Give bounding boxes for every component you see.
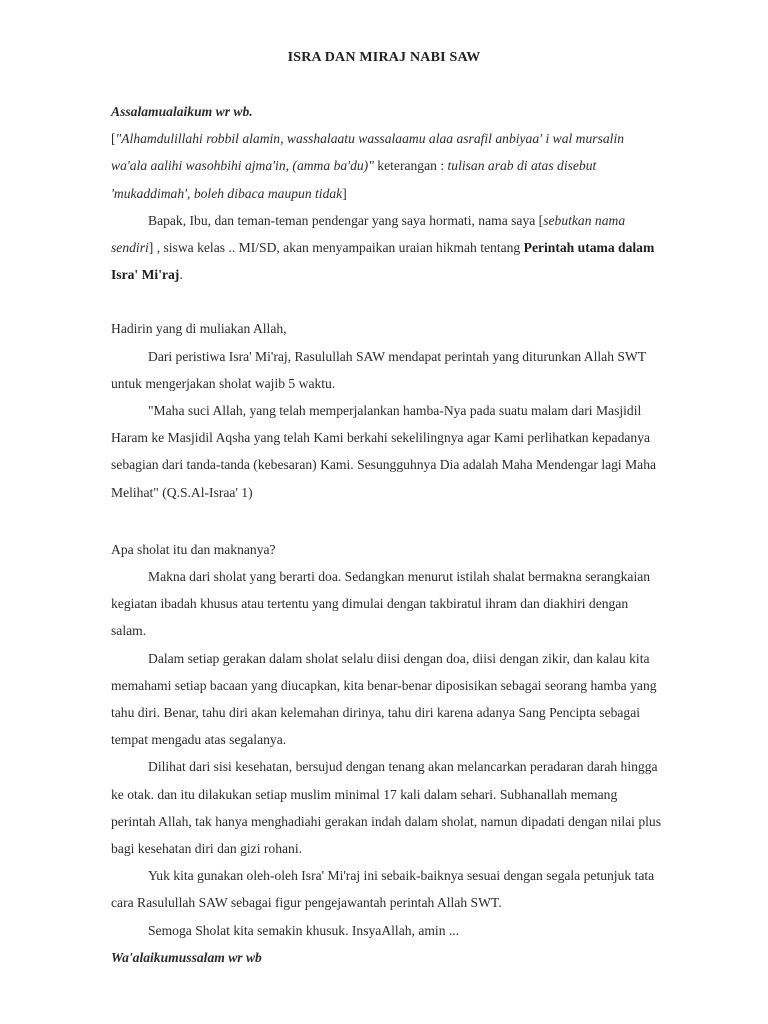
intro-note-prefix: keterangan :: [373, 158, 448, 174]
spacer: [111, 506, 663, 536]
opening-text-before: Bapak, Ibu, dan teman-teman pendengar yang saya hormati, nama saya [: [148, 212, 544, 228]
quran-quote: "Maha suci Allah, yang telah memperjalankan hamba-Nya pada suatu malam dari Masjidil Haram ke Masjidil Aqsha yang telah Kami berkahi sekelilingnya agar Kami perlihatkan kepadanya sebagian dari tanda-tanda (kebesaran) Kami. Sesungguhnya Dia adalah Maha Mendengar lagi Maha Melihat" (Q.S.Al-Israa' 1): [111, 403, 657, 500]
speech-topic: Perintah utama dalam Isra' Mi'raj: [111, 240, 655, 283]
spacer: [111, 288, 663, 315]
command-paragraph: Dari peristiwa Isra' Mi'raj, Rasulullah SAW mendapat perintah yang diturunkan Allah SWT untuk mengerjakan sholat wajib 5 waktu.: [111, 348, 646, 391]
movement-paragraph: Dalam setiap gerakan dalam sholat selalu diisi dengan doa, diisi dengan zikir, dan kalau kita memahami setiap bacaan yang diucapkan, kita benar-benar diposisikan sebagai seorang hamba yang tahu diri. Benar, tahu diri akan kelemahan dirinya, tahu diri karena adanya Sang Pencipta sebagai tempat mengadu atas segalanya.: [111, 650, 657, 748]
health-paragraph: Dilihat dari sisi kesehatan, bersujud dengan tenang akan melancarkan peradaran darah hingga ke otak. dan itu dilakukan setiap muslim minimal 17 kali dalam sehari. Subhanallah memang perintah Allah, tak hanya menghadiahi gerakan indah dalam sholat, namun dipadati dengan nilai plus bagi kesehatan diri dan gizi rohani.: [111, 759, 662, 857]
document-title: ISRA DAN MIRAJ NABI SAW: [287, 50, 481, 65]
question-heading: Apa sholat itu dan maknanya?: [111, 541, 276, 557]
closing-salutation: [111, 944, 663, 971]
intro-note-text: tulisan arab di atas disebut 'mukaddimah', boleh dibaca maupun tidak: [111, 158, 597, 201]
closing-text: Wa'alaikumussalam wr wb: [111, 949, 262, 965]
meaning-paragraph: Makna dari sholat yang berarti doa. Sedangkan menurut istilah shalat bermakna serangkaian kegiatan ibadah khusus atau tertentu yang dimulai dengan takbiratul ihram dan diakhiri dengan salam.: [111, 569, 651, 639]
hope-paragraph: Semoga Sholat kita semakin khusuk. InsyaAllah, amin ...: [148, 922, 460, 938]
greeting-text: Assalamualaikum wr wb.: [111, 104, 253, 119]
opening-text-middle: ] , siswa kelas .. MI/SD, akan menyampaikan uraian hikmah tentang: [148, 240, 524, 256]
intro-close-bracket: ]: [342, 185, 347, 201]
arabic-opening: "Alhamdulillahi robbil alamin, wasshalaatu wassalaamu alaa asrafil anbiyaa' i wal mursalin wa'ala aalihi wasohbihi ajma'in, (amma ba'du)": [111, 131, 625, 174]
name-placeholder: sebutkan nama sendiri: [111, 212, 626, 256]
audience-address: Hadirin yang di muliakan Allah,: [111, 321, 287, 337]
invitation-paragraph: Yuk kita gunakan oleh-oleh Isra' Mi'raj ini sebaik-baiknya sesuai dengan segala petunjuk tata cara Rasulullah SAW sebagai figur pengejawantah perintah Allah SWT.: [111, 868, 655, 911]
intro-open-bracket: [: [111, 131, 116, 147]
document-body: [111, 98, 663, 971]
intro-paragraph: [111, 125, 663, 207]
opening-paragraph: [111, 207, 663, 289]
greeting: [111, 98, 663, 125]
opening-text-after: .: [179, 267, 183, 283]
